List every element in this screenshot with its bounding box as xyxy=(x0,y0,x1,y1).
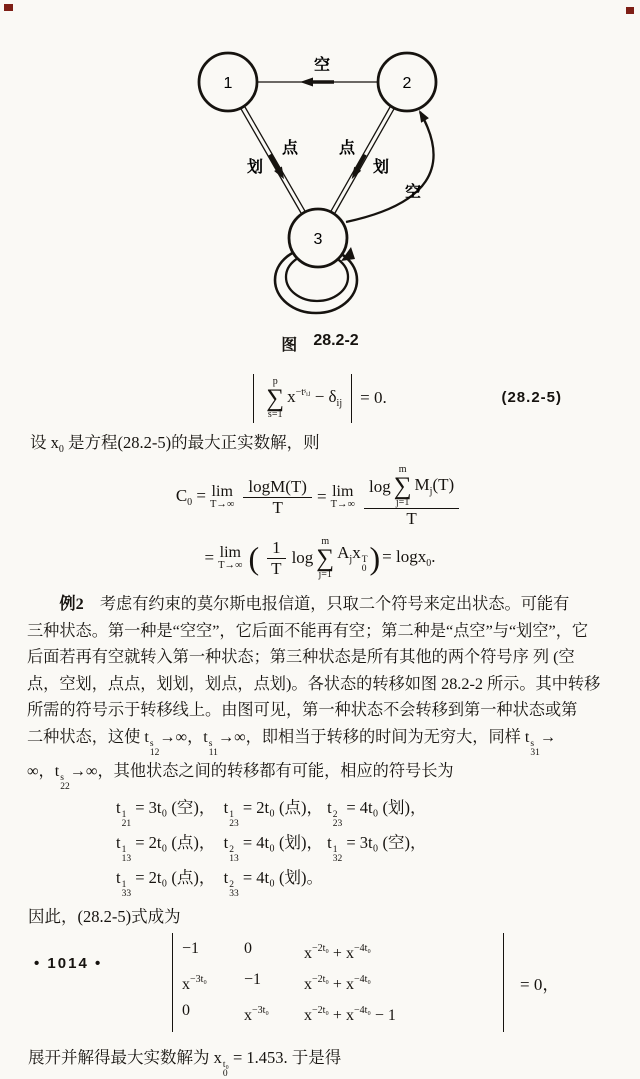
determinant-matrix xyxy=(172,933,504,1032)
figure-caption-number: 28.2-2 xyxy=(313,332,359,349)
solution-result-line: 展开并解得最大实数解为 x t₀ 0 = 1.453. 于是得 xyxy=(28,1047,342,1079)
open-paren: ( xyxy=(248,540,260,576)
paragraph-line: 所需的符号示于转移线上。由图可见，第一种状态不会转移到第一种状态或第 xyxy=(27,701,578,719)
summation-symbol xyxy=(266,377,284,420)
limit-operator-3: lim T→∞ xyxy=(218,544,243,571)
node-1-label: 1 xyxy=(223,75,233,92)
state-diagram-svg xyxy=(0,0,640,330)
edge-2-1-arrowhead-icon xyxy=(300,78,313,87)
determinant-rhs: = 0， xyxy=(520,974,560,994)
t-equation-line: t 1 21 = 3t₀ (空)， t 1 23 = 2t₀ (点)， t 2 23 = 4t₀ (划)， xyxy=(116,797,427,829)
example-2-paragraph xyxy=(27,591,614,792)
sigma-icon: ∑ xyxy=(266,384,285,412)
determinant-bars xyxy=(253,374,352,423)
edge-label-dot-right: 点 xyxy=(338,140,356,157)
matrix-row: −1 0 $x^{-2t_0} + x^{-4t_0}$ xyxy=(182,939,371,962)
capacity-equation-block: $C_0$ = lim T→∞ $\frac{\log M(T)}{T}$ = lim T→∞ log m ∑ j=1 $M_j(T)$ T = lim T→∞ ( $\frac{1}{T}$ log m ∑ j=1 $A_jx$ T 0 ) = logx$_0$. xyxy=(0,461,640,583)
node-3-label: 3 xyxy=(313,231,323,248)
c0-result: = logx$_0$. xyxy=(382,547,436,569)
eq5-rhs: = 0. xyxy=(360,388,387,407)
fraction-log-sum-Mj: log m ∑ j=1 $M_j(T)$ T xyxy=(364,465,459,529)
symbol-length-equations xyxy=(116,794,640,899)
edge-label-space-top: 空 xyxy=(313,57,331,74)
t-equation-line: t 1 33 = 2t₀ (点)， t 2 33 = 4t₀ (划)。 xyxy=(116,867,323,899)
matrix-row: $x^{-3t_0}$ −1 $x^{-2t_0} + x^{-4t_0}$ xyxy=(182,970,371,993)
sigma-icon: ∑ xyxy=(316,544,335,572)
paragraph-line: ∞，t s 22 →∞，其他状态之间的转移都有可能，相应的符号长为 xyxy=(27,761,454,792)
paragraph-line: 例2 考虑有约束的莫尔斯电报信道，只取二个符号来定出状态。可能有 xyxy=(59,595,570,613)
matrix-row: 0 $x^{-3t_0}$ $x^{-2t_0} + x^{-4t_0} - 1$ xyxy=(182,1001,396,1024)
eq5-body: $x^{-tˢᵢⱼ} - \delta_{ij}$ xyxy=(287,387,343,409)
page-number: • 1014 • xyxy=(34,955,103,972)
edge-label-space-curve: 空 xyxy=(404,184,422,201)
equation-28-2-5 xyxy=(0,371,640,425)
state-diagram-figure xyxy=(0,0,640,330)
determinant-equation xyxy=(172,933,640,1032)
limit-operator-1: lim T→∞ xyxy=(210,483,235,510)
sigma-icon: ∑ xyxy=(393,473,412,501)
edge-label-dash-right: 划 xyxy=(372,159,390,176)
edge-3-2-arrowhead-icon xyxy=(419,110,429,123)
fraction-1-T: $\frac{1}{T}$ xyxy=(266,538,286,578)
paragraph-line: 二种状态，这使 t s 12 →∞，t s 11 →∞，即相当于转移的时间为无穷大，同样 t s 31 → xyxy=(27,727,557,758)
close-paren: ) xyxy=(369,540,381,576)
equals-sign: = xyxy=(316,487,327,506)
t-equation-line: t 1 13 = 2t₀ (点)， t 2 13 = 4t₀ (划)， t 1 32 = 3t₀ (空)， xyxy=(116,832,427,864)
solution-intro-line: 设 $x_0$ 是方程(28.2-5)的最大正实数解，则 xyxy=(30,433,320,455)
edge-label-dot-left: 点 xyxy=(281,140,299,157)
equation-number-label: (28.2-5) xyxy=(501,389,562,406)
figure-caption xyxy=(0,332,640,355)
equals-sign: = xyxy=(204,548,215,567)
paragraph-line: 后面若再有空就转入第一种状态；第三种状态是所有其他的两个符号序 列 (空 xyxy=(27,648,575,666)
figure-caption-prefix: 图 xyxy=(281,337,298,354)
determinant-lead-line: 因此，(28.2-5)式成为 xyxy=(28,906,181,926)
fraction-logM-T: $\frac{\log M(T)}{T}$ xyxy=(243,477,312,517)
node-2-label: 2 xyxy=(402,75,412,92)
sum-upper-limit: p xyxy=(272,375,278,387)
summation-symbol: m ∑ j=1 xyxy=(393,464,412,509)
edge-label-dash-left: 划 xyxy=(246,159,264,176)
paragraph-line: 三种状态。第一种是“空空”，它后面不能再有空；第二种是“点空”与“划空”，它 xyxy=(27,621,589,640)
sum-lower-limit: s=1 xyxy=(267,408,283,420)
c0-lhs: $C_0$ = xyxy=(175,486,207,508)
limit-operator-2: lim T→∞ xyxy=(330,483,355,510)
summation-symbol: m ∑ j=1 xyxy=(316,535,335,580)
paragraph-line: 点，空划，点点，划划，划点，点划)。各状态的转移如图 28.2-2 所示。其中转移 xyxy=(27,674,601,693)
